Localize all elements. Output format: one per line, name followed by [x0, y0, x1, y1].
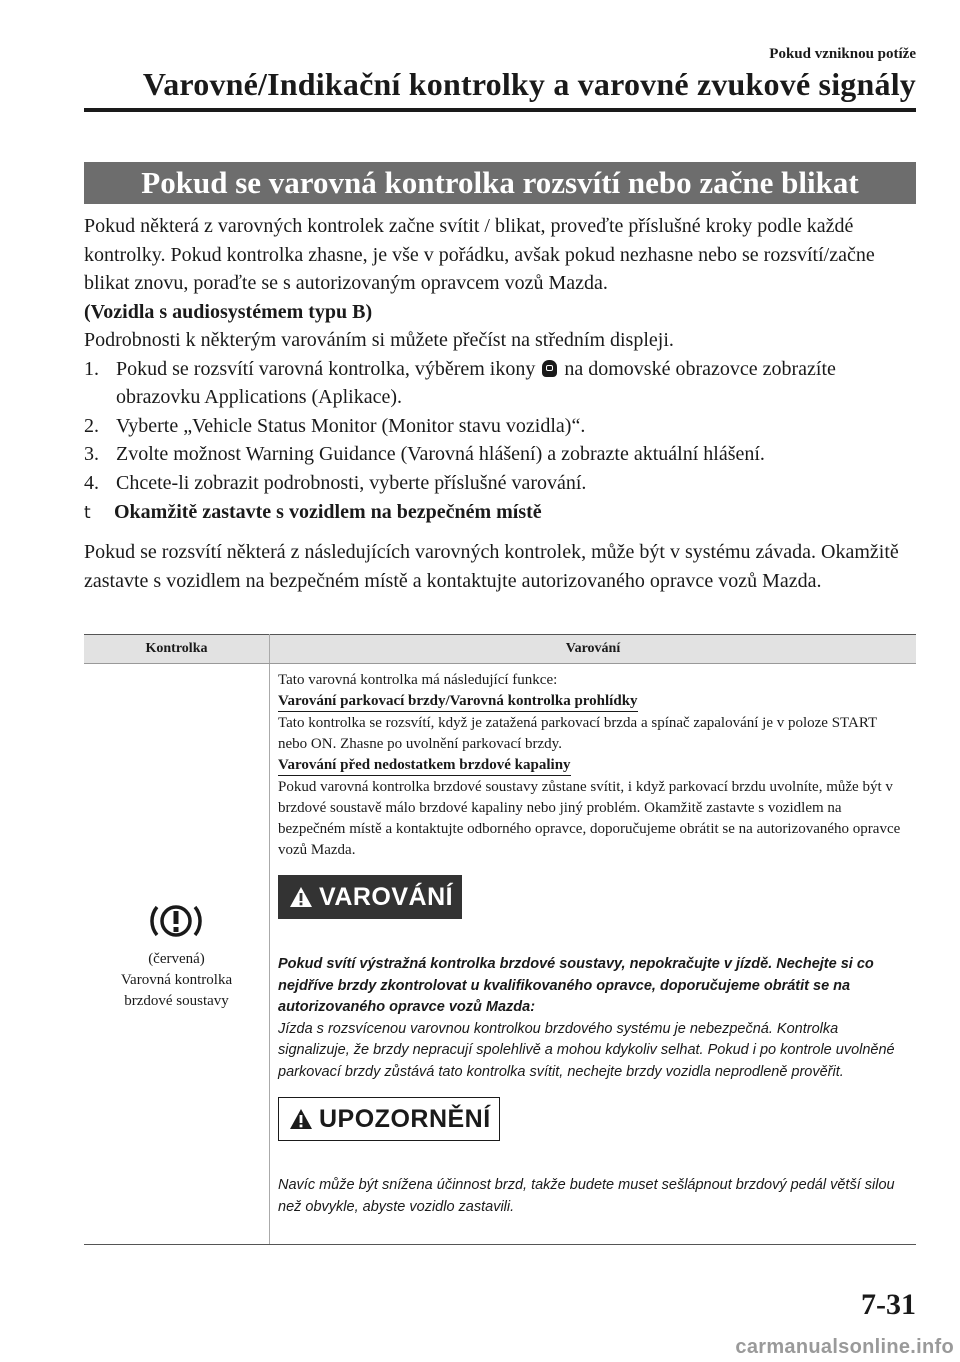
parking-brake-text: Tato kontrolka se rozsvítí, když je zatažená parkovací brzda a spínač zapalování je v poloze START nebo ON. Zhasne po uvolnění parkovací brzdy. [278, 715, 877, 752]
lamp-caption [84, 949, 269, 1012]
column-header-varovani: Varování [270, 635, 917, 664]
page-number: 7-31 [861, 1288, 916, 1321]
subsection-paragraph: Pokud se rozsvítí některá z následujících varovných kontrolek, může být v systému závada. Okamžitě zastavte s vozidlem na bezpečném místě a kontaktujte autorizovaného opravce vozů Mazda. [84, 541, 899, 592]
step-text: Pokud se rozsvítí varovná kontrolka, výběrem ikony [116, 357, 536, 380]
subsection-marker: t [84, 503, 91, 523]
warning-triangle-icon [289, 886, 313, 908]
warning-label-box [278, 875, 462, 919]
step-number: 1. [84, 357, 99, 380]
caution-text: Navíc může být snížena účinnost brzd, takže budete muset sešlápnout brzdový pedál větší silou než obvykle, abyste vozidlo zastavili. [278, 1177, 895, 1215]
lamp-name-line1: Varovná kontrolka [120, 972, 233, 988]
list-item [84, 469, 916, 498]
lamp-color-label: (červená) [148, 951, 205, 967]
section-name: Pokud vzniknou potíže [769, 46, 916, 62]
lamp-name-line2: brzdové soustavy [124, 993, 229, 1009]
warning-bold-text: Pokud svítí výstražná kontrolka brzdové soustavy, nepokračujte v jízdě. Nechejte si co nejdříve brzdy zkontrolovat u kvalifikovaného opravce, doporučujeme obrátit se na autorizovaného opravce vozů Mazda: [278, 956, 874, 1015]
intro-block [84, 212, 916, 497]
warning-body [270, 954, 916, 1083]
warning-text: Jízda s rozsvícenou varovnou kontrolkou brzdového systému je nebezpečná. Kontrolka signalizuje, že brzdy nepracují spolehlivě a mohou kdykoliv selhat. Pokud i po kontrole uvolněné parkovací brzdy zůstává tato kontrolka svítit, nechejte brzdy vozidla neprodleně prověřit. [278, 1020, 895, 1080]
list-item [84, 355, 916, 412]
header-divider [84, 108, 916, 112]
chapter-title: Varovné/Indikační kontrolky a varovné zvukové signály [142, 66, 916, 102]
caution-label-box [278, 1097, 500, 1141]
display-note: Podrobnosti k některým varováním si můžete přečíst na středním displeji. [84, 329, 674, 351]
functions-intro: Tato varovná kontrolka má následující funkce: [278, 672, 558, 688]
warning-cell [270, 664, 917, 1245]
table-row [84, 664, 916, 1245]
brake-fluid-heading: Varování před nedostatkem brzdové kapaliny [278, 756, 571, 776]
list-item [84, 412, 916, 441]
steps-list [84, 355, 916, 498]
watermark: carmanualsonline.info [735, 1336, 954, 1358]
list-item [84, 440, 916, 469]
step-text: Chcete-li zobrazit podrobnosti, vyberte příslušné varování. [116, 471, 587, 494]
subsection-heading [84, 501, 916, 524]
brake-fluid-text: Pokud varovná kontrolka brzdové soustavy zůstane svítit, i když parkovací brzdu uvolníte, může být v brzdové soustavě málo brzdové kapaliny nebo jiný problém. Okamžitě zastavte s vozidlem na bezpečném místě a kontaktujte odborného opravce, doporučujeme obrátit se na autorizovaného opravce vozů Mazda. [278, 779, 901, 858]
warning-label: VAROVÁNÍ [319, 882, 454, 911]
step-text: na domovské obrazovce zobrazíte obrazovku Applications (Aplikace). [116, 357, 836, 408]
intro-paragraph: Pokud některá z varovných kontrolek začne svítit / blikat, proveďte příslušné kroky podle každé kontrolky. Pokud kontrolka zhasne, je vše v pořádku, avšak pokud nezhasne nebo se rozsvítí/začne blikat znovu, poraďte se s autorizovaným opravcem vozů Mazda. [84, 215, 875, 294]
caution-label: UPOZORNĚNÍ [319, 1104, 491, 1133]
step-text: Vyberte „Vehicle Status Monitor (Monitor stavu vozidla)“. [116, 414, 586, 437]
step-number: 2. [84, 414, 99, 437]
applications-icon [542, 360, 557, 377]
step-number: 4. [84, 471, 99, 494]
step-text: Zvolte možnost Warning Guidance (Varovná hlášení) a zobrazte aktuální hlášení. [116, 443, 765, 465]
table-header-row [84, 635, 916, 664]
warning-description [270, 664, 916, 861]
column-header-kontrolka: Kontrolka [84, 635, 270, 664]
caution-body [270, 1175, 916, 1232]
lamp-cell [84, 664, 270, 1245]
section-banner: Pokud se varovná kontrolka rozsvítí nebo začne blikat [84, 162, 916, 204]
vehicles-note: (Vozidla s audiosystémem typu B) [84, 300, 373, 323]
warning-table [84, 634, 916, 1245]
brake-warning-icon [130, 900, 222, 942]
step-number: 3. [84, 443, 99, 465]
parking-brake-heading: Varování parkovací brzdy/Varovná kontrolka prohlídky [278, 692, 638, 712]
subsection-title: Okamžitě zastavte s vozidlem na bezpečném místě [114, 501, 542, 523]
caution-triangle-icon [289, 1108, 313, 1130]
